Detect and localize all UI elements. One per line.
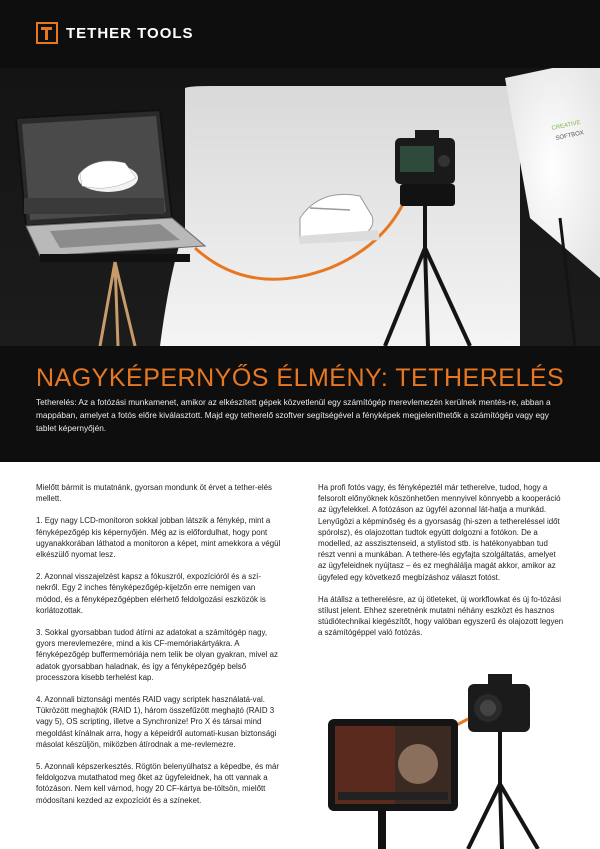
svg-text:SOFTBOX: SOFTBOX [555, 130, 585, 142]
paragraph: 2. Azonnal visszajelzést kapsz a fókuszról, expozícióról és a szí-nekről. Egy 2 inches fényképezőgép-kijelzőn erre nemigen van módod, és a fényképezőgépben elérhető feldolgozási eszközök is korlátozottak. [36, 572, 266, 615]
left-column [36, 482, 282, 817]
studio-setup-illustration [0, 68, 600, 346]
camera [395, 130, 455, 206]
intro-paragraph: Tetherelés: Az a fotózási munkamenet, amikor az elkészített gépek közvetlenül egy számítógép merevlemezén kerülnek mentés-re, abban a mappában, amelyet a fotós előre kiválasztott. Majd egy tetherelő szoftver segítségével a fényképek megjeleníthetők a számítógép vagy egy tablet képernyőjén. [36, 397, 551, 433]
tablet [328, 719, 458, 811]
tether-tools-logo-icon [36, 22, 58, 44]
paragraph: 4. Azonnali biztonsági mentés RAID vagy scriptek használatá-val. Tükrözött meghajtók (RAID 1), három összefűzött meghajtó (RAID 3 vagy 5), OS scripting, illetve a Synchronize! Pro X és társai mind megoldást kínálnak arra, hogy a képeidről automati-kusan biztonsági másolat készüljön, miközben átírodnak a me-revlemezre. [36, 695, 277, 749]
right-column [318, 482, 564, 650]
paragraph: Ha profi fotós vagy, és fényképeztél már tetherelve, tudod, hogy a felsorolt előnyöknek köszönhetően mennyivel könnyebb a kooperáció az ügyfelekkel. A fotózáson az ügyfél azonnal lát-hatja a munkád. Lenyűgözi a képminőség és a gyorsaság (hi-szen a tethereléssel időt spórolsz), és olajozottan tudtok együtt dolgozni a fotókon. De a modelled, az asszisztenseid, a stylistod stb. is hatékonyabban tud részt venni a munkában. A tethere-lés egyfajta szolgáltatás, amelyet az ügyfeleidnek nyújtasz – és ez meghálálja magát akkor, amikor az ügyfeled egy következő megbízáshoz választ fotóst. [318, 483, 561, 582]
tablet-setup-illustration [318, 664, 564, 849]
brand-name: TETHER TOOLS [66, 24, 194, 42]
laptop [16, 110, 205, 256]
svg-text:CREATIVE: CREATIVE [551, 119, 582, 132]
brand-logo [36, 22, 194, 44]
camera [468, 674, 530, 732]
paragraph: Mielőtt bármit is mutatnánk, gyorsan mondunk öt érvet a tether-elés mellett. [36, 483, 272, 504]
camera-tripod [468, 732, 538, 849]
paragraph: 3. Sokkal gyorsabban tudod átírni az adatokat a számítógép nagy, gyors merevlemezére, mind a kis CF-memóriakártyákra. A fényképezőgép buffermemóriája nem telik be olyan gyakran, mivel az adatok gyorsabban haladnak, és így a fényképezőgép belső processzora kisebb terhelést kap. [36, 628, 278, 682]
paragraph: 5. Azonnali képszerkesztés. Rögtön belenyúlhatsz a képedbe, és már feldolgozva mutathatod meg őket az ügyfeleidnek, ha ott vannak a fotózáson. Nem kell várnod, hogy 20 CF-kártya be-töltsön, mielőtt módosítani kezded az expozíciót és a színeket. [36, 762, 279, 805]
paragraph: 1. Egy nagy LCD-monitoron sokkal jobban látszik a fénykép, mint a fényképezőgép kis képernyőjén. Még az is előfordulhat, hogy pont ugyanakkorában láthatod a monitoron a képet, mint amekkora a végül elkészülő nyomat lesz. [36, 516, 281, 560]
laptop-platform [40, 254, 190, 262]
tablet-mount-arm [378, 811, 386, 849]
page-title: NAGYKÉPERNYŐS ÉLMÉNY: TETHERELÉS [36, 364, 565, 392]
paragraph: Ha átállsz a tetherelésre, az új ötleteket, új workflowkat és új fo-tózási stílust jelent. Ehhez szeretnénk mutatni néhány eszközt és hasznos stúdiótechnikai kiegészítőt, hogy valóban egyszerű és olajozott legyen a számítógéppel való fotózás. [318, 594, 564, 638]
hero-photo [0, 68, 600, 346]
laptop-tripod [100, 262, 135, 346]
page-header [0, 0, 600, 68]
tablet-tether-photo [318, 664, 564, 849]
